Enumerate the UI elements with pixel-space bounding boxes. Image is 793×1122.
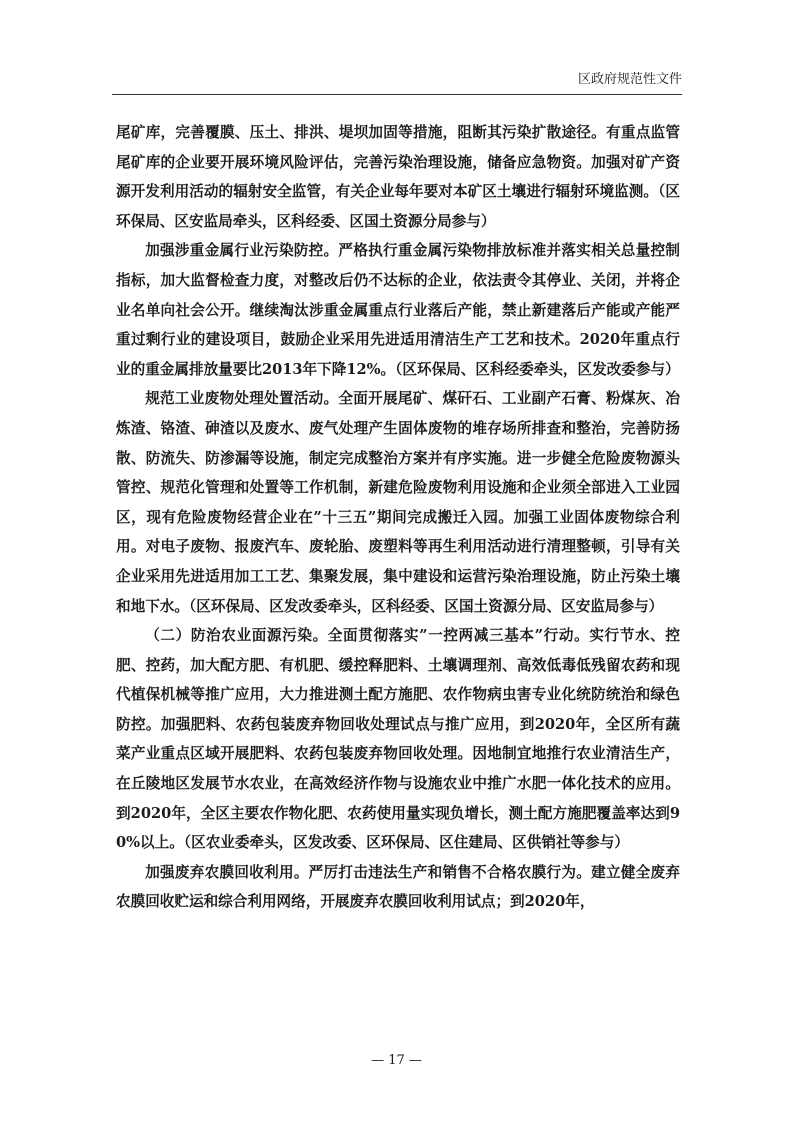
paragraph-heavy-metals: 加强涉重金属行业污染防控。严格执行重金属污染物排放标准并落实相关总量控制指标，加大监督检查力度，对整改后仍不达标的企业，依法责令其停业、关闭，并将企业名单向社会公开。继续淘汰涉重金属重点行业落后产能，禁止新建落后产能或产能严重过剩行业的建设项目，鼓励企业采用先进适用清洁生产工艺和技术。2020年重点行业的重金属排放量要比2013年下降12%。（区环保局、区科经委牵头，区发改委参与） (116, 242, 680, 378)
header-title: 区政府规范性文件 (577, 72, 682, 87)
document-body (116, 118, 680, 917)
page-header (112, 70, 682, 95)
paragraph-agricultural-pollution: （二）防治农业面源污染。全面贯彻落实”一控两减三基本”行动。实行节水、控肥、控药，加大配方肥、有机肥、缓控释肥料、土壤调理剂、高效低毒低残留农药和现代植保机械等推广应用，大力推进测土配方施肥、农作物病虫害专业化统防统治和绿色防控。加强肥料、农药包装废弃物回收处理试点与推广应用，到2020年，全区所有蔬菜产业重点区域开展肥料、农药包装废弃物回收处理。因地制宜地推行农业清洁生产，在丘陵地区发展节水农业，在高效经济作物与设施农业中推广水肥一体化技术的应用。到2020年，全区主要农作物化肥、农药使用量实现负增长，测土配方施肥覆盖率达到90%以上。（区农业委牵头，区发改委、区环保局、区住建局、区供销社等参与） (116, 627, 680, 852)
paragraph-industrial-waste: 规范工业废物处理处置活动。全面开展尾矿、煤矸石、工业副产石膏、粉煤灰、冶炼渣、铬渣、砷渣以及废水、废气处理产生固体废物的堆存场所排查和整治，完善防扬散、防流失、防渗漏等设施，制定完成整治方案并有序实施。进一步健全危险废物源头管控、规范化管理和处置等工作机制，新建危险废物利用设施和企业须全部进入工业园区，现有危险废物经营企业在”十三五”期间完成搬迁入园。加强工业固体废物综合利用。对电子废物、报废汽车、废轮胎、废塑料等再生利用活动进行清理整顿，引导有关企业采用先进适用加工工艺、集聚发展，集中建设和运营污染治理设施，防止污染土壤和地下水。（区环保局、区发改委牵头，区科经委、区国土资源分局、区安监局参与） (116, 390, 680, 615)
page-footer (0, 1052, 793, 1070)
paragraph-tailings-continued: 尾矿库，完善覆膜、压土、排洪、堤坝加固等措施，阻断其污染扩散途径。有重点监管尾矿库的企业要开展环境风险评估，完善污染治理设施，储备应急物资。加强对矿产资源开发利用活动的辐射安全监管，有关企业每年要对本矿区土壤进行辐射环境监测。（区环保局、区安监局牵头，区科经委、区国土资源分局参与） (116, 124, 680, 230)
page-number: — 17 — (371, 1053, 422, 1068)
paragraph-plastic-film: 加强废弃农膜回收利用。严厉打击违法生产和销售不合格农膜行为。建立健全废弃农膜回收贮运和综合利用网络，开展废弃农膜回收利用试点；到2020年， (116, 863, 680, 911)
